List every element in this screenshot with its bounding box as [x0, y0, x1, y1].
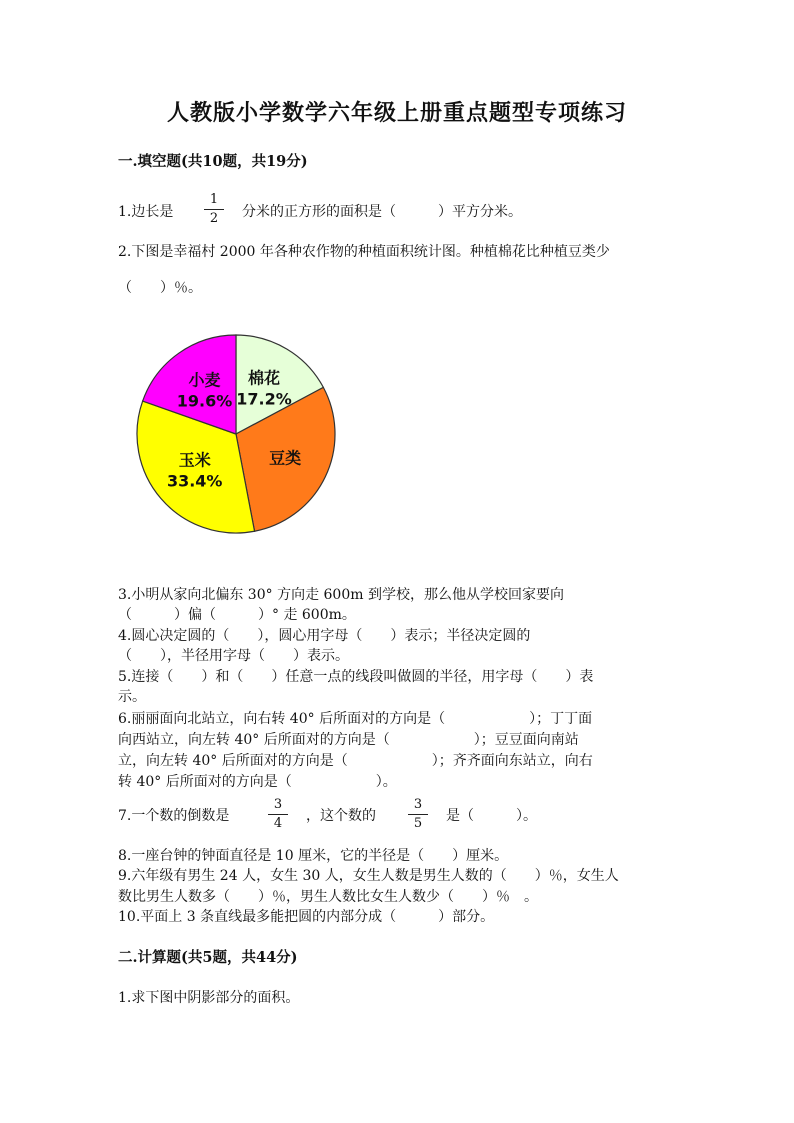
question-5-line-1: 5.连接（ ）和（ ）任意一点的线段叫做圆的半径，用字母（ ）表	[118, 669, 594, 685]
question-2-line-2: （ ）％。	[118, 280, 202, 296]
section-heading-fill-in: 一.填空题(共10题，共19分)	[118, 153, 308, 170]
question-10: 10.平面上 3 条直线最多能把圆的内部分成（ ）部分。	[118, 909, 495, 925]
fraction-denominator: 5	[413, 816, 423, 831]
question-6-line-4: 转 40° 后所面对的方向是（ ）。	[118, 774, 397, 790]
pie-slice-value-2: 33.4%	[166, 471, 223, 491]
crop-area-pie-chart	[128, 330, 348, 540]
calc-question-1: 1.求下图中阴影部分的面积。	[118, 990, 300, 1006]
fraction-numerator: 3	[413, 797, 423, 812]
question-2-line-1: 2.下图是幸福村 2000 年各种农作物的种植面积统计图。种植棉花比种植豆类少	[118, 244, 610, 260]
question-7-part-b: ，这个数的	[306, 808, 376, 824]
fraction-denominator: 2	[209, 211, 219, 226]
section-heading-calculation: 二.计算题(共5题，共44分)	[118, 949, 298, 966]
question-6-line-3: 立，向左转 40° 后所面对的方向是（ ）；齐齐面向东站立，向右	[118, 753, 593, 769]
pie-slice-label-1: 豆类	[269, 448, 302, 468]
pie-slice-label-0: 棉花	[248, 368, 281, 388]
pie-slice-label-2: 玉米	[178, 450, 211, 470]
page-title: 人教版小学数学六年级上册重点题型专项练习	[166, 100, 627, 126]
pie-slice-value-0: 17.2%	[236, 389, 292, 409]
question-8: 8.一座台钟的钟面直径是 10 厘米，它的半径是（ ）厘米。	[118, 848, 509, 864]
fraction-bar	[268, 814, 288, 815]
question-3-line-2: （ ）偏（ ）° 走 600m。	[118, 607, 356, 623]
fraction-bar	[204, 209, 224, 210]
question-9-line-1: 9.六年级有男生 24 人，女生 30 人，女生人数是男生人数的（ ）％，女生人	[118, 868, 619, 884]
fraction-denominator: 4	[273, 816, 283, 831]
fraction-bar	[408, 814, 428, 815]
question-4-line-2: （ ），半径用字母（ ）表示。	[118, 648, 349, 664]
question-7-part-a: 7.一个数的倒数是	[118, 808, 230, 824]
question-9-line-2: 数比男生人数多（ ）％，男生人数比女生人数少（ ）％ 。	[118, 889, 538, 905]
pie-slice-value-3: 19.6%	[176, 391, 233, 411]
question-4-line-1: 4.圆心决定圆的（ ），圆心用字母（ ）表示；半径决定圆的	[118, 628, 531, 644]
question-7-part-c: 是（ ）。	[446, 808, 537, 824]
question-6-line-1: 6.丽丽面向北站立，向右转 40° 后所面对的方向是（ ）；丁丁面	[118, 711, 593, 727]
question-6-line-2: 向西站立，向左转 40° 后所面对的方向是（ ）；豆豆面向南站	[118, 732, 579, 748]
question-1-fraction	[204, 192, 224, 227]
question-1-part-a: 1.边长是	[118, 204, 174, 220]
pie-slice-label-3: 小麦	[188, 370, 221, 390]
question-5-line-2: 示。	[118, 689, 146, 705]
fraction-numerator: 1	[209, 192, 219, 207]
question-1-part-b: 分米的正方形的面积是（ ）平方分米。	[242, 204, 522, 220]
fraction-numerator: 3	[273, 797, 283, 812]
question-7-fraction-1	[268, 797, 288, 832]
question-3-line-1: 3.小明从家向北偏东 30° 方向走 600m 到学校，那么他从学校回家要向	[118, 587, 564, 603]
question-7-fraction-2	[408, 797, 428, 832]
